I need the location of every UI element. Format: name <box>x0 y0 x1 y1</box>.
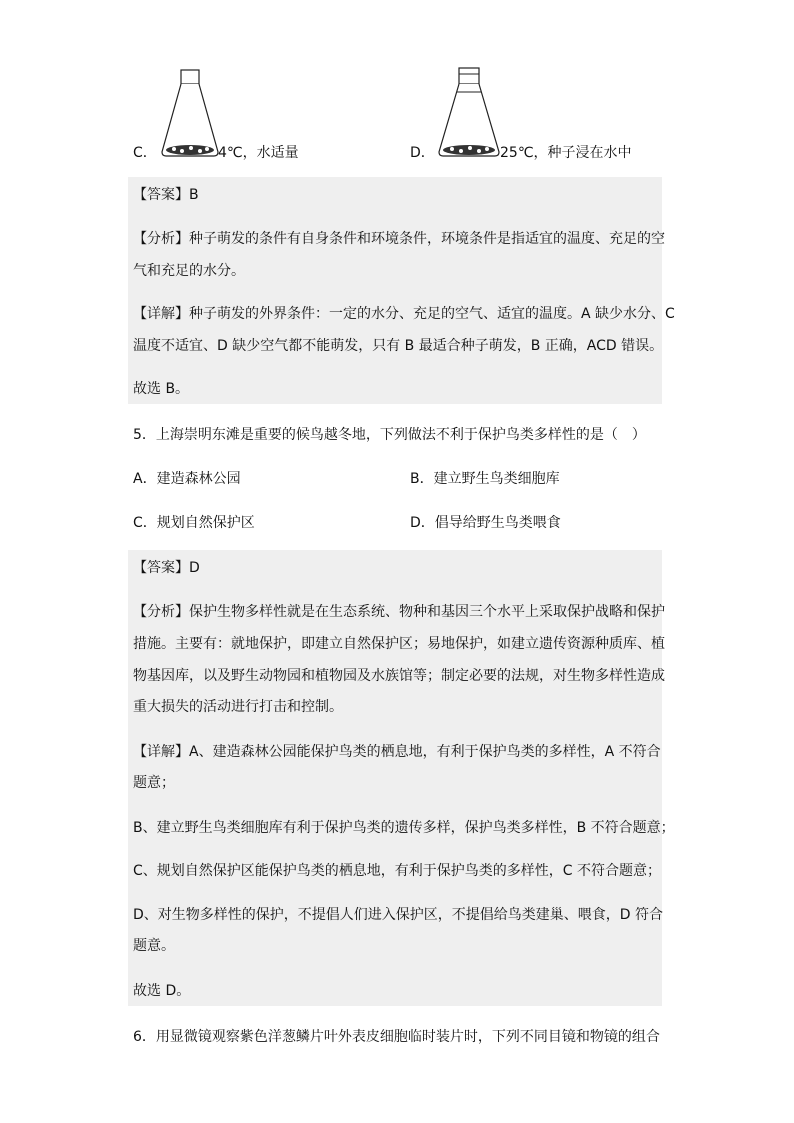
q4-explanation-panel <box>128 177 662 404</box>
q4-detail-line-1: 【详解】种子萌发的外界条件：一定的水分、充足的空气、适宜的温度。A 缺少水分、C <box>133 306 675 322</box>
q5-answer: 【答案】D <box>133 560 200 576</box>
q5-detail-line-2: 题意； <box>133 775 175 791</box>
q5-detail-line-6: 题意。 <box>133 938 175 954</box>
q5-option-c: C．规划自然保护区 <box>133 515 255 531</box>
q5-analysis-line-3: 物基因库，以及野生动物园和植物园及水族馆等；制定必要的法规，对生物多样性造成 <box>133 668 665 684</box>
q5-stem: 5．上海崇明东滩是重要的候鸟越冬地，下列做法不利于保护鸟类多样性的是（ ） <box>133 427 646 443</box>
q5-option-b: B．建立野生鸟类细胞库 <box>410 471 560 487</box>
q5-analysis-line-4: 重大损失的活动进行打击和控制。 <box>133 699 343 715</box>
option-c-label: C． <box>133 145 157 161</box>
q5-analysis-line-2: 措施。主要有：就地保护，即建立自然保护区；易地保护，如建立遗传资源种质库、植 <box>133 636 665 652</box>
q5-detail-line-3: B、建立野生鸟类细胞库有利于保护鸟类的遗传多样，保护鸟类多样性，B 不符合题意； <box>133 820 675 836</box>
flask-d-icon <box>437 66 501 162</box>
q5-option-a: A．建造森林公园 <box>133 471 241 487</box>
q4-analysis-line-1: 【分析】种子萌发的条件有自身条件和环境条件，环境条件是指适宜的温度、充足的空 <box>133 231 665 247</box>
q5-detail-line-1: 【详解】A、建造森林公园能保护鸟类的栖息地，有利于保护鸟类的多样性，A 不符合 <box>133 744 661 760</box>
q5-conclusion: 故选 D。 <box>133 983 191 999</box>
q4-answer: 【答案】B <box>133 187 199 203</box>
q5-detail-line-5: D、对生物多样性的保护，不提倡人们进入保护区，不提倡给鸟类建巢、喂食，D 符合 <box>133 907 664 923</box>
q5-analysis-line-1: 【分析】保护生物多样性就是在生态系统、物种和基因三个水平上采取保护战略和保护 <box>133 604 665 620</box>
q5-detail-line-4: C、规划自然保护区能保护鸟类的栖息地，有利于保护鸟类的多样性，C 不符合题意； <box>133 863 661 879</box>
option-c-caption: 4℃，水适量 <box>218 145 299 161</box>
option-d-caption: 25℃，种子浸在水中 <box>500 145 632 161</box>
q4-conclusion: 故选 B。 <box>133 381 190 397</box>
q5-option-d: D．倡导给野生鸟类喂食 <box>410 515 561 531</box>
flask-c-icon <box>160 66 220 162</box>
q6-stem: 6．用显微镜观察紫色洋葱鳞片叶外表皮细胞临时装片时，下列不同目镜和物镜的组合 <box>133 1029 660 1045</box>
option-d-label: D． <box>410 145 435 161</box>
q4-detail-line-2: 温度不适宜、D 缺少空气都不能萌发，只有 B 最适合种子萌发，B 正确，ACD 错误。 <box>133 338 664 354</box>
q4-analysis-line-2: 气和充足的水分。 <box>133 263 245 279</box>
